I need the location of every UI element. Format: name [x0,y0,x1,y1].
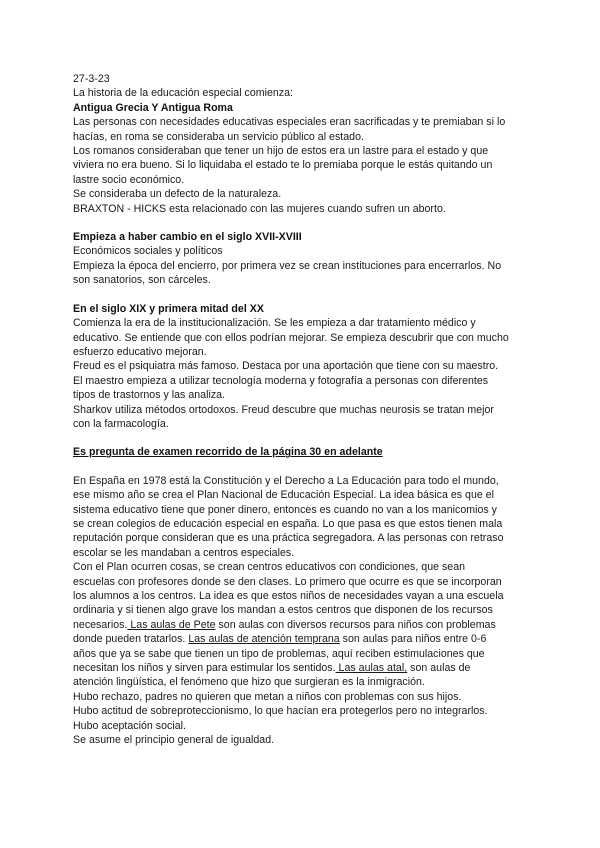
paragraph-line: escolar se les mandaban a centros especiales. [73,546,295,559]
paragraph-line: En España en 1978 está la Constitución y el Derecho a La Educación para todo el mundo, [73,474,499,487]
paragraph-line: ese mismo año se crea el Plan Nacional de Educación Especial. La idea básica es que el [73,489,495,502]
text-run: necesitan los niños y sirven para estimular los sentidos. [73,662,336,675]
paragraph-line: ordinaria y si tienen algo grave los mandan a estos centros que disponen de los recursos [73,604,493,617]
paragraph-line: los alumnos a los centros. La idea es que estos niños de necesidades vayan a una escuela [73,590,504,602]
paragraph-line: Sharkov utiliza métodos ortodoxos. Freud descubre que muchas neurosis se tratan mejor [73,403,494,416]
paragraph-line: se crean colegios de educación especial en españa. Lo que pasa es que estos tienen mala [73,517,503,530]
heading-siglo-xvii: Empieza a haber cambio en el siglo XVII-XVIII [73,231,302,244]
paragraph-line: son sanatorios, son cárceles. [73,274,211,287]
paragraph-line: Los romanos consideraban que tener un hijo de estos era un lastre para el estado y que [73,145,489,158]
paragraph-line: tipos de trastornos y las analiza. [73,389,226,402]
text-run: son aulas para niños entre 0-6 [339,633,487,646]
date: 27-3-23 [73,73,110,85]
heading-siglo-xix: En el siglo XIX y primera mitad del XX [73,302,264,315]
exam-heading: Es pregunta de examen recorrido de la página 30 en adelante [73,446,383,459]
paragraph-line: reputación porque consideran que es una práctica segregadora. A las personas con retraso [73,532,504,545]
heading-grecia-roma: Antigua Grecia Y Antigua Roma [73,101,233,114]
paragraph-line: lastre socio económico. [73,173,185,186]
section-spacer [73,431,533,445]
term-aulas-atal: Las aulas atal, [335,662,408,675]
paragraph-line: BRAXTON - HICKS esta relacionado con las mujeres cuando sufren un aborto. [73,202,446,215]
paragraph-line [73,661,533,675]
paragraph-line: educativo. Se entiende que con ellos podrían mejorar. Se empieza descubrir que con mucho [73,331,509,344]
paragraph-line: Se consideraba un defecto de la naturaleza. [73,188,282,201]
paragraph-line: Se asume el principio general de igualdad. [73,734,275,747]
paragraph-line: El maestro empieza a utilizar tecnología moderna y fotografía a personas con diferentes [73,374,489,387]
paragraph-line: escuelas con profesores donde se den clases. Lo primero que ocurre es que se incorporan [73,575,502,588]
paragraph-line: con la farmacología. [73,417,169,430]
text-run: necesarios. [73,618,128,631]
paragraph-line: hacías, en roma se consideraba un servicio público al estado. [73,130,364,143]
paragraph-line: Económicos sociales y políticos [73,245,223,258]
paragraph-line: Comienza la era de la institucionalización. Se les empieza a dar tratamiento médico y [73,317,476,330]
text-run: donde pueden tratarlos. [73,633,189,646]
document-page [73,72,533,747]
section-spacer [73,288,533,302]
section-spacer [73,460,533,474]
section-spacer [73,216,533,230]
paragraph-line: Hubo aceptación social. [73,719,186,732]
paragraph-line: Con el Plan ocurren cosas, se crean centros educativos con condiciones, que sean [73,561,466,574]
paragraph-line [73,632,533,646]
text-run: son aulas de [407,662,471,675]
paragraph-line: años que ya se sabe que tienen un tipo de problemas, aquí reciben estimulaciones que [73,647,485,660]
paragraph-line: Freud es el psiquiatra más famoso. Destaca por una aportación que tiene con su maestro. [73,360,499,373]
paragraph-line: Las personas con necesidades educativas especiales eran sacrificadas y te premiaban si lo [73,116,506,129]
paragraph-line: Hubo actitud de sobreproteccionismo, lo que hacían era protegerlos pero no integrarlos. [73,705,488,718]
paragraph-line: Empieza la época del encierro, por primera vez se crean instituciones para encerrarlos. No [73,259,502,272]
intro-text: La historia de la educación especial comienza: [73,87,293,100]
paragraph-line: viviera no era bueno. Si lo liquidaba el estado te lo premiaba porque le estás quitando un [73,159,493,172]
paragraph-line: sistema educativo tiene que poner dinero, entonces es cuando no van a los manicomios y [73,503,497,516]
paragraph-line: atención lingüística, el fenómeno que hizo que surgieran es la inmigración. [73,676,425,689]
paragraph-line: Hubo rechazo, padres no quieren que metan a niños con problemas con sus hijos. [73,690,462,703]
paragraph-line: esfuerzo educativo mejoran. [73,345,207,358]
term-aulas-pete: Las aulas de Pete [127,618,216,631]
term-aulas-atencion-temprana: Las aulas de atención temprana [188,633,340,646]
text-run: son aulas con diversos recursos para niños con problemas [215,618,496,631]
paragraph-line [73,618,533,632]
